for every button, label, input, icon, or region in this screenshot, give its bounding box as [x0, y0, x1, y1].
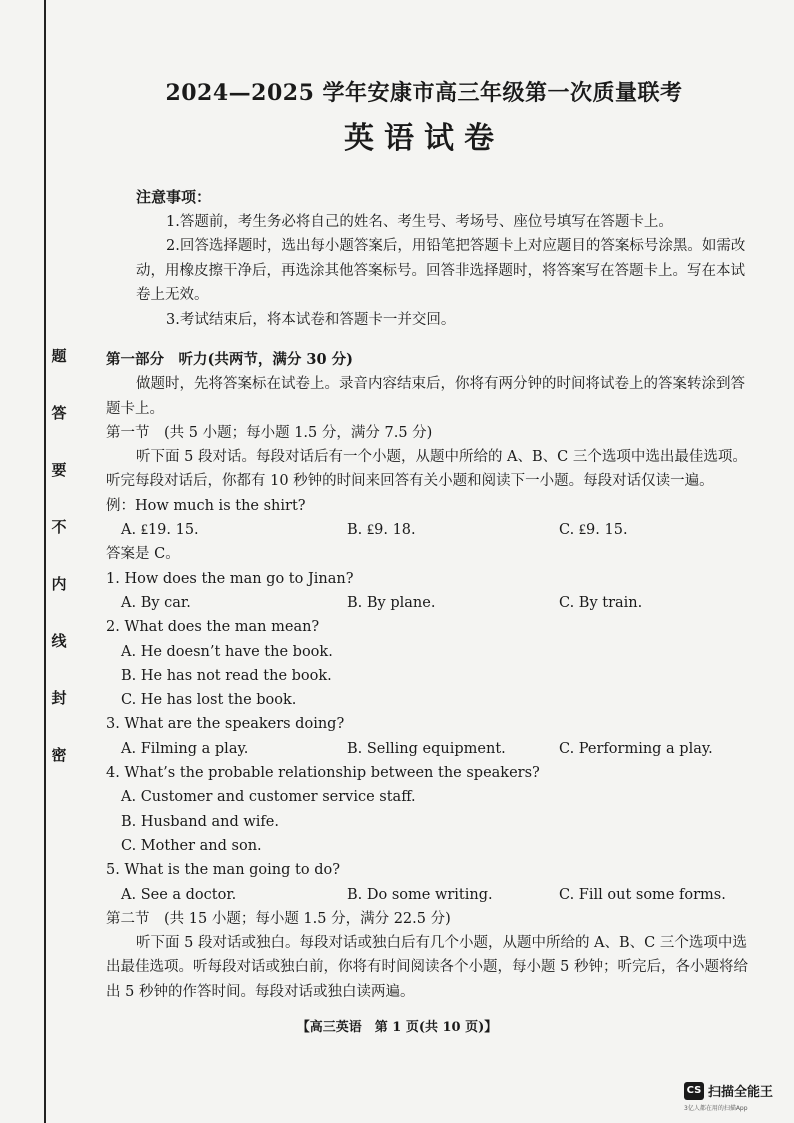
exam-page: [106, 76, 752, 1004]
option-a: A. By car.: [121, 594, 191, 611]
example-options: [106, 518, 752, 542]
part1-instruction: 做题时，先将答案标在试卷上。录音内容结束后，你将有两分钟的时间将试卷上的答案转涂到答题卡上。: [106, 376, 745, 417]
scanner-watermark: [684, 1080, 784, 1116]
section1-instruction: 听下面 5 段对话。每段对话后有一个小题，从题中所给的 A、B、C 三个选项中选出最佳选项。听完每段对话后，你都有 10 秒钟的时间来回答有关小题和阅读下一小题。每段对话仅读一遍。: [106, 449, 747, 490]
note-item: 3.考试结束后，将本试卷和答题卡一并交回。: [166, 311, 456, 328]
option-a: A. He doesn’t have the book.: [121, 643, 333, 660]
option-c: C. Fill out some forms.: [559, 886, 726, 903]
margin-char: 内: [51, 575, 67, 593]
note-item: 2.回答选择题时，选出每小题答案后，用铅笔把答题卡上对应题目的答案标号涂黑。如需改动，用橡皮擦干净后，再选涂其他答案标号。回答非选择题时，将答案写在答题卡上。写在本试卷上无效。: [136, 238, 746, 303]
question-5: 5. What is the man going to do?: [106, 862, 340, 879]
note-item: 1.答题前，考生务必将自己的姓名、考生号、考场号、座位号填写在答题卡上。: [166, 213, 673, 230]
margin-char: 线: [51, 632, 67, 650]
option-a: A. Filming a play.: [121, 740, 249, 757]
option-b: B. ₤9. 18.: [347, 522, 416, 539]
question-2: 2. What does the man mean?: [106, 619, 320, 636]
option-c: C. Mother and son.: [121, 837, 262, 854]
example-answer: 答案是 C。: [106, 546, 180, 563]
margin-char: 封: [51, 689, 67, 707]
exam-title: 2024—2025 学年安康市高三年级第一次质量联考: [165, 80, 683, 106]
section2-instruction: 听下面 5 段对话或独白。每段对话或独白后有几个小题，从题中所给的 A、B、C 三个选项中选出最佳选项。听每段对话或独白前，你将有时间阅读各个小题，每小题 5 秒钟；听完后，各小题将给出 5 秒钟的作答时间。每段对话或独白读两遍。: [106, 935, 748, 1000]
option-b: B. He has not read the book.: [121, 667, 332, 684]
example-question: 例：How much is the shirt?: [106, 497, 306, 514]
option-a: A. Customer and customer service staff.: [121, 789, 416, 806]
exam-subtitle: 英语试卷: [344, 121, 504, 156]
margin-char: 答: [51, 404, 67, 422]
option-b: B. Do some writing.: [347, 886, 493, 903]
camscanner-logo-icon: CS: [684, 1082, 704, 1100]
option-c: C. Performing a play.: [559, 740, 713, 757]
margin-char: 题: [51, 347, 67, 365]
margin-char: 不: [51, 518, 67, 536]
option-c: C. He has lost the book.: [121, 692, 297, 709]
option-a: A. See a doctor.: [121, 886, 237, 903]
notes-section: [106, 185, 752, 332]
notes-heading: 注意事项：: [136, 188, 212, 206]
page-footer: 【高三英语 第 1 页(共 10 页)】: [296, 1020, 498, 1035]
option-a: A. ₤19. 15.: [121, 522, 199, 539]
option-b: B. By plane.: [347, 594, 436, 611]
part1-listening: [106, 348, 752, 1004]
part1-heading: 第一部分 听力(共两节，满分 30 分): [106, 351, 353, 368]
option-b: B. Selling equipment.: [347, 740, 506, 757]
question-5-options: [106, 883, 752, 907]
question-3-options: [106, 737, 752, 761]
section1-heading: 第一节 (共 5 小题；每小题 1.5 分，满分 7.5 分): [106, 424, 433, 441]
question-1: 1. How does the man go to Jinan?: [106, 570, 354, 587]
watermark-name: 扫描全能王: [708, 1085, 774, 1100]
question-3: 3. What are the speakers doing?: [106, 716, 345, 733]
watermark-tagline: 3亿人都在用的扫描App: [684, 1105, 748, 1112]
question-1-options: [106, 591, 752, 615]
question-4: 4. What’s the probable relationship between the speakers?: [106, 765, 540, 782]
binding-line: [44, 0, 46, 1123]
option-b: B. Husband and wife.: [121, 813, 279, 830]
margin-char: 密: [51, 746, 67, 764]
option-c: C. By train.: [559, 594, 643, 611]
option-c: C. ₤9. 15.: [559, 522, 628, 539]
margin-char: 要: [51, 461, 67, 479]
section2-heading: 第二节 (共 15 小题；每小题 1.5 分，满分 22.5 分): [106, 910, 451, 927]
